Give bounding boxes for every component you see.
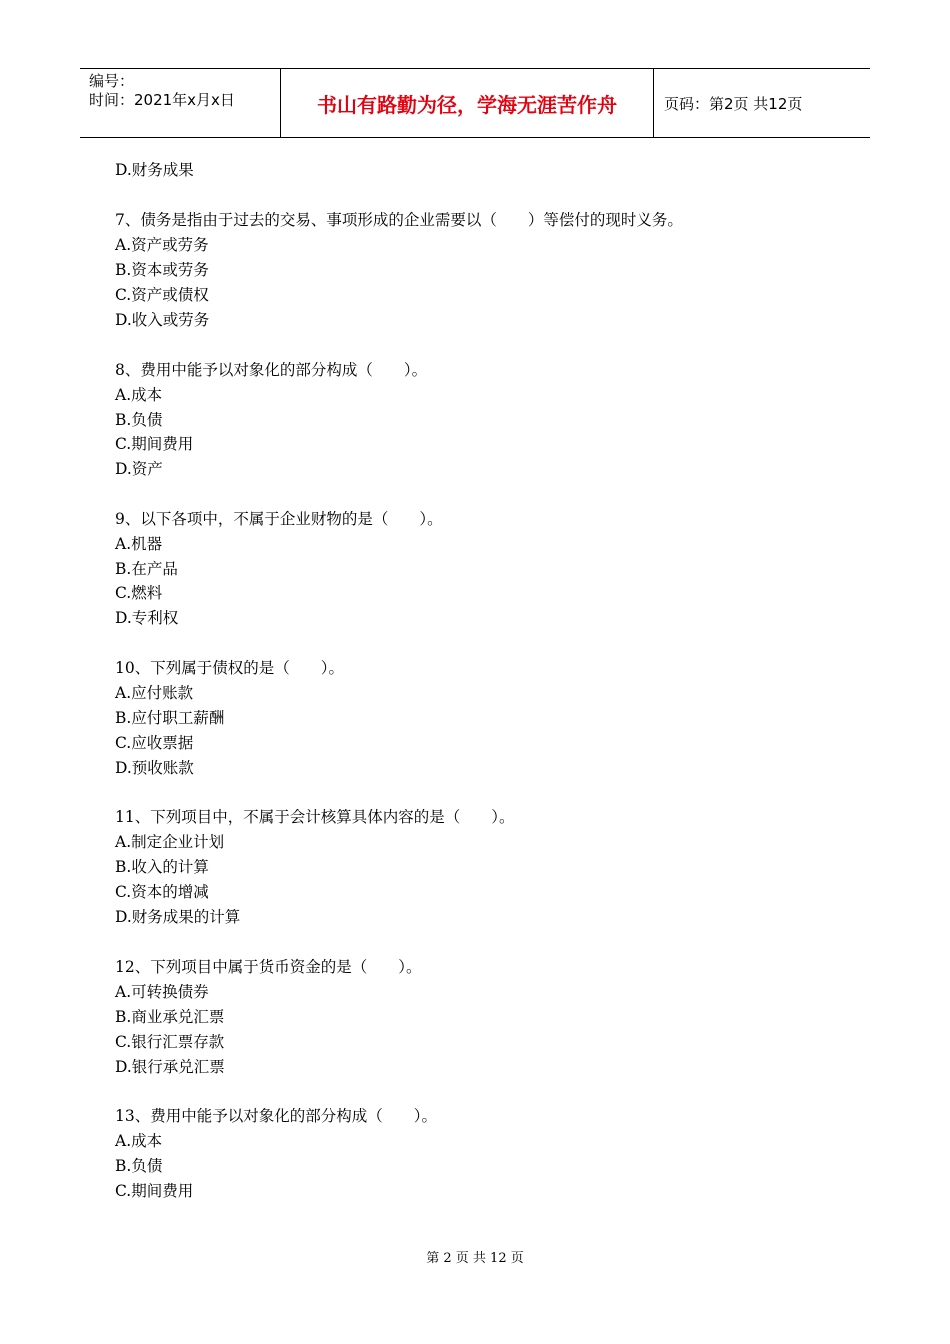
option-line: A.资产或劳务	[115, 236, 209, 254]
option-line: D.专利权	[115, 609, 179, 627]
question-line: 7、债务是指由于过去的交易、事项形成的企业需要以（ ）等偿付的现时义务。	[115, 211, 683, 229]
page-label: 页码：第2页 共12页	[664, 94, 803, 113]
time-label: 时间：2021年x月x日	[89, 91, 235, 109]
question-line: 13、费用中能予以对象化的部分构成（ ）。	[115, 1107, 437, 1125]
option-line: D.财务成果的计算	[115, 908, 241, 926]
option-line: C.资本的增减	[115, 883, 209, 901]
option-line: B.资本或劳务	[115, 261, 209, 279]
option-line: A.应付账款	[115, 684, 194, 702]
motto-text: 书山有路勤为径，学海无涯苦作舟	[317, 92, 617, 117]
option-line: B.应付职工薪酬	[115, 709, 225, 727]
option-line: C.期间费用	[115, 1182, 194, 1200]
option-line: D.财务成果	[115, 161, 194, 179]
page-footer	[0, 1247, 950, 1266]
option-line: B.在产品	[115, 560, 178, 578]
option-line: D.银行承兑汇票	[115, 1058, 225, 1076]
option-line: A.可转换债券	[115, 983, 209, 1001]
option-line: B.负债	[115, 1157, 163, 1175]
option-line: A.机器	[115, 535, 163, 553]
number-label: 编号：	[89, 72, 135, 90]
question-line: 11、下列项目中，不属于会计核算具体内容的是（ ）。	[115, 808, 515, 826]
option-line: C.银行汇票存款	[115, 1033, 225, 1051]
option-line: C.应收票据	[115, 734, 194, 752]
option-line: B.商业承兑汇票	[115, 1008, 225, 1026]
page-info-cell	[654, 69, 870, 137]
question-line: 9、以下各项中，不属于企业财物的是（ ）。	[115, 510, 443, 528]
option-line: C.燃料	[115, 584, 163, 602]
option-line: D.资产	[115, 460, 163, 478]
option-line: B.负债	[115, 411, 163, 429]
option-line: D.预收账款	[115, 759, 194, 777]
header-table	[80, 68, 870, 138]
option-line: A.成本	[115, 386, 163, 404]
footer-page-number: 第 2 页 共 12 页	[426, 1251, 524, 1266]
question-line: 12、下列项目中属于货币资金的是（ ）。	[115, 958, 422, 976]
option-line: D.收入或劳务	[115, 311, 210, 329]
question-line: 8、费用中能予以对象化的部分构成（ ）。	[115, 361, 428, 379]
option-line: B.收入的计算	[115, 858, 209, 876]
option-line: A.成本	[115, 1132, 163, 1150]
header-meta-cell	[80, 69, 281, 137]
question-line: 10、下列属于债权的是（ ）。	[115, 659, 344, 677]
option-line: A.制定企业计划	[115, 833, 225, 851]
option-line: C.期间费用	[115, 435, 194, 453]
motto-cell	[281, 69, 654, 137]
option-line: C.资产或债权	[115, 286, 209, 304]
